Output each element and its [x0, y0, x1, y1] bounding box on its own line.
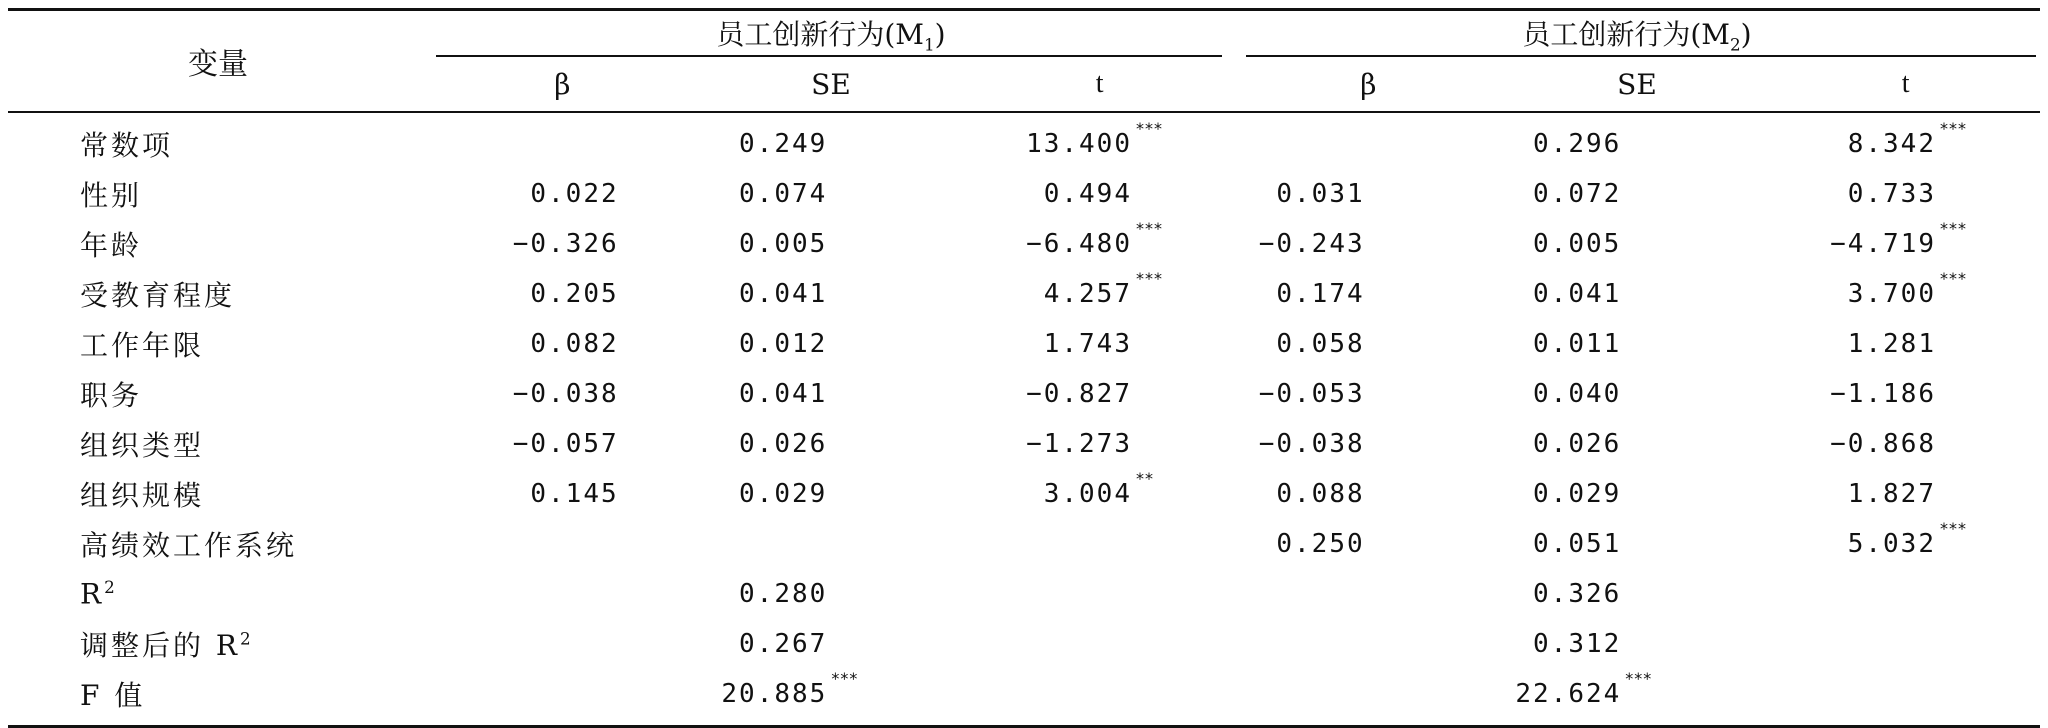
m2-beta-cell: 0.058	[1276, 329, 1365, 359]
significance-stars: ***	[831, 669, 859, 688]
m2-beta-cell: −0.243	[1258, 229, 1365, 259]
m1-t-header: t	[1095, 68, 1104, 99]
row-label: 组织类型	[80, 429, 205, 462]
m2-beta-cell: 0.250	[1276, 529, 1365, 559]
significance-stars: ***	[1940, 269, 1967, 288]
m1-t-cell: 13.400 ***	[1026, 119, 1163, 159]
m1-se-cell: 0.026	[739, 429, 828, 459]
m1-se-cell	[697, 519, 966, 569]
table-body	[8, 112, 2040, 727]
model-1-rule	[436, 55, 1222, 57]
m2-t-cell: −1.186	[1830, 379, 1936, 409]
model-1-group-header	[428, 10, 1234, 58]
significance-stars: ***	[1135, 119, 1163, 138]
model-2-rule	[1246, 55, 2036, 57]
m1-t-cell: 1.743	[1043, 329, 1132, 359]
variable-column-header	[8, 10, 428, 113]
m2-t-cell: 8.342 ***	[1847, 119, 1967, 159]
m1-summary-cell: 20.885 ***	[721, 669, 859, 709]
significance-stars: ***	[1135, 219, 1163, 238]
table-row	[8, 169, 2040, 219]
m2-beta-cell	[1234, 112, 1503, 169]
m1-beta-cell: 0.145	[530, 479, 619, 509]
m2-beta-cell: −0.038	[1258, 429, 1365, 459]
m1-se-cell: 0.029	[739, 479, 828, 509]
m1-beta-cell: 0.082	[530, 329, 619, 359]
m2-se-cell: 0.040	[1533, 379, 1622, 409]
summary-row	[8, 619, 2040, 669]
table-row	[8, 269, 2040, 319]
m2-beta-cell: −0.053	[1258, 379, 1365, 409]
m2-t-cell: 1.827	[1847, 479, 1936, 509]
m1-summary-cell: 0.267	[739, 629, 828, 659]
m2-t-cell: 0.733	[1847, 179, 1936, 209]
model-2-group-header	[1234, 10, 2040, 58]
m1-beta-cell: −0.326	[512, 229, 619, 259]
m1-beta-cell	[428, 519, 697, 569]
regression-table	[8, 8, 2040, 728]
m2-t-cell: −0.868	[1830, 429, 1936, 459]
m2-se-cell: 0.041	[1533, 279, 1622, 309]
table-row	[8, 519, 2040, 569]
m2-se-cell: 0.005	[1533, 229, 1622, 259]
m2-se-cell: 0.011	[1533, 329, 1622, 359]
m2-t-header: t	[1901, 68, 1910, 99]
row-label: 常数项	[80, 129, 174, 162]
m2-t-cell: −4.719 ***	[1830, 219, 1967, 259]
m2-summary-cell: 22.624 ***	[1515, 669, 1653, 709]
significance-stars: ***	[1940, 519, 1967, 538]
m2-t-cell: 1.281	[1847, 329, 1936, 359]
m1-se-cell: 0.074	[739, 179, 828, 209]
m1-se-header: SE	[811, 67, 851, 101]
m2-se-cell: 0.051	[1533, 529, 1622, 559]
significance-stars: ***	[1940, 219, 1967, 238]
m1-t-cell: 4.257 ***	[1043, 269, 1163, 309]
m1-se-cell: 0.041	[739, 379, 828, 409]
m1-beta-cell: 0.022	[530, 179, 619, 209]
summary-label: $R^2$	[80, 577, 118, 611]
m2-beta-cell: 0.031	[1276, 179, 1365, 209]
m1-se-cell: 0.249	[739, 129, 828, 159]
row-label: 高绩效工作系统	[80, 529, 298, 562]
m2-beta-cell: 0.174	[1276, 279, 1365, 309]
m2-se-header: SE	[1617, 67, 1657, 101]
m2-se-cell: 0.029	[1533, 479, 1622, 509]
m2-se-cell: 0.072	[1533, 179, 1622, 209]
model-2-title: 员工创新行为$(M_2)$	[1522, 18, 1752, 55]
significance-stars: ***	[1625, 669, 1653, 688]
m1-beta-cell: 0.205	[530, 279, 619, 309]
table-row	[8, 319, 2040, 369]
significance-stars: ***	[1940, 119, 1967, 138]
m2-se-cell: 0.296	[1533, 129, 1622, 159]
row-label: 性别	[80, 179, 143, 212]
m1-beta-cell	[428, 112, 697, 169]
m1-beta-cell: −0.038	[512, 379, 619, 409]
m1-t-cell	[965, 519, 1234, 569]
m2-t-cell: 3.700 ***	[1847, 269, 1967, 309]
table-row	[8, 469, 2040, 519]
header-row-groups	[8, 10, 2040, 58]
row-label: 受教育程度	[80, 279, 236, 312]
m2-summary-cell: 0.312	[1533, 629, 1622, 659]
summary-label: 调整后的 $R^2$	[80, 628, 254, 662]
m1-se-cell: 0.041	[739, 279, 828, 309]
regression-table-container	[8, 8, 2040, 728]
variable-header-label: 变量	[188, 47, 248, 82]
table-row	[8, 219, 2040, 269]
m1-se-cell: 0.005	[739, 229, 828, 259]
m2-t-cell: 5.032 ***	[1847, 519, 1967, 559]
summary-label: F 值	[80, 679, 146, 712]
m1-summary-cell: 0.280	[739, 579, 828, 609]
row-label: 工作年限	[80, 329, 205, 362]
m1-t-cell: −6.480 ***	[1026, 219, 1163, 259]
m1-t-cell: 3.004 **	[1043, 469, 1154, 509]
table-row	[8, 419, 2040, 469]
significance-stars: ***	[1135, 269, 1163, 288]
table-row	[8, 369, 2040, 419]
m2-summary-cell: 0.326	[1533, 579, 1622, 609]
significance-stars: **	[1135, 469, 1154, 488]
m1-t-cell: 0.494	[1043, 179, 1132, 209]
m1-se-cell: 0.012	[739, 329, 828, 359]
m1-t-cell: −1.273	[1026, 429, 1132, 459]
m1-beta-cell: −0.057	[512, 429, 619, 459]
m2-se-cell: 0.026	[1533, 429, 1622, 459]
m2-beta-header: β	[1360, 67, 1377, 101]
summary-row	[8, 669, 2040, 727]
summary-row	[8, 569, 2040, 619]
m2-beta-cell: 0.088	[1276, 479, 1365, 509]
table-row	[8, 112, 2040, 169]
row-label: 职务	[80, 379, 143, 412]
row-label: 组织规模	[80, 479, 205, 512]
model-1-title: 员工创新行为$(M_1)$	[716, 18, 946, 55]
row-label: 年龄	[80, 229, 143, 262]
m1-beta-header: β	[554, 67, 571, 101]
m1-t-cell: −0.827	[1026, 379, 1132, 409]
